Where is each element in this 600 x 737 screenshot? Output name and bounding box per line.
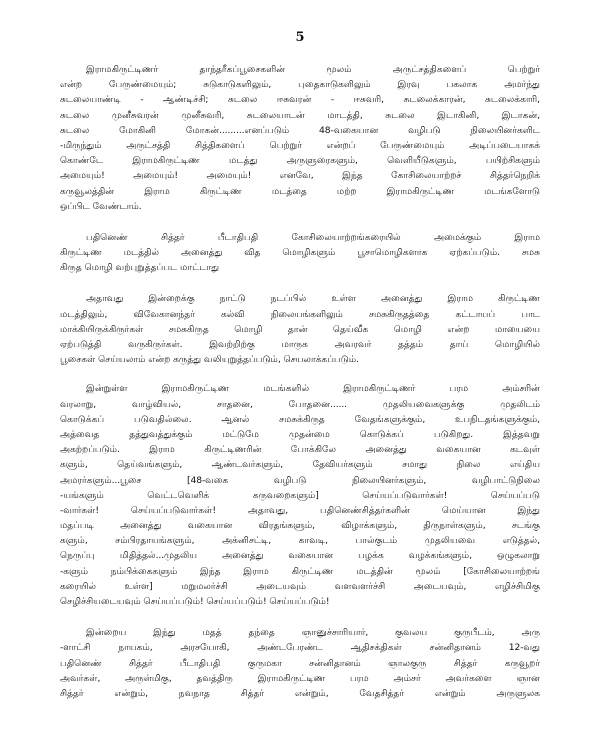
text-line: -யங்களும் வெட்டவெளிக் கருவறைகளும்] செய்யப்படுவார்கள்! செய்யப்படு (60, 489, 540, 501)
text-line: கிருத மொழி வற்புறுத்தப்பட மாட்டாது (60, 262, 220, 274)
text-line: -களும் நம்பிக்கைகளும் இந்த இராம கிருட்டிண மடத்தின் மூலம் [கோசிலையாற்றங் (60, 565, 540, 577)
text-line: கொடுக்கப் படுவதில்லை. ஆனல் சமசுக்கிருத வேதங்களுக்கும், உபநிடதங்களுக்கும், (60, 413, 540, 425)
text-line: பதினெண் சித்தர் பீடாதிபதி குருமகா சன்னிதானம் ஞாலகுரு சித்தர் கருவூறர் (60, 657, 540, 669)
text-line: வரலாறு, வாழ்வியல், சாதனை, போதனை...... முதலியவைகளுக்கு முதலிடம் (60, 398, 540, 410)
paragraph-2 (60, 230, 540, 276)
text-line: களும், சம்பிரதாயங்களும், அக்னிசட்டி, காவடி, பால்குடம் முதலியவை எடுத்தல், (60, 535, 540, 547)
text-line: கிருட்டிண மடத்தில் அனைத்து வித மொழிகளும் பூசாமொழிகளாக ஏற்கப்படும். சமசு (60, 247, 540, 259)
text-line: ஏற்படுத்தி வருகிருர்கள். இவற்றிற்கு மாருக அவரவர் தத்தம் தாய் மொழியில் (60, 339, 540, 350)
text-line: -வார்கள்! செய்யப்படுவார்கள்! அதாவது, பதினெண்சித்தர்களின் மெய்யான இந்து (60, 504, 540, 516)
text-line: சித்தர் என்றும், நவநாத சித்தர் என்றும், வேதசித்தர் என்றும் அருளுலக (60, 687, 540, 699)
text-line: நெருப்பு மிதித்தல்...முதலிய அனைத்து வகையான பழக்க வழக்கங்களும், ஒழுகலாறு (60, 550, 540, 562)
text-line: களும், தெய்வங்களும், ஆண்டவர்களும், தேவியர்களும் சமாது நிலை எய்திய (60, 459, 540, 471)
text-line: அதாவது இன்றைக்கு நாட்டு நடப்பில் உள்ள அனைத்து இராம கிருட்டிண (86, 293, 540, 305)
paragraph-4 (60, 381, 540, 609)
paragraph-spacer (60, 214, 540, 230)
document-body (60, 62, 540, 701)
text-line: செழிச்சியடையவும் செய்யப்படும்! செய்யப்படும்! செய்யப்படும்! (60, 596, 330, 607)
text-line: அமையும்! அமையும்! அமையும்! எனவே, இந்த கோசிலையாற்றச் சித்தர்நெறிக் (60, 170, 540, 182)
text-line: சுடலை மோகினி மோகன்.........எனப்படும் 48-வகையான வழிபடு நிலையினர்களிட (60, 124, 540, 136)
text-line: என்ற பேருண்மையும்; சுடுகாடுகளிலும், புதைகாடுகளிலும் இரவு பகலாக அமர்ந்து (60, 79, 540, 91)
text-line: மதப்படி அனைத்து வகையான விரதங்களும், விழாக்களும், திருநாள்களும், சடங்கு (60, 520, 540, 532)
text-line: இன்றுள்ள இராமகிருட்டிண மடங்களில் இராமகிருட்டிணர் பரம அம்சரின் (86, 383, 540, 395)
text-line: ஒப்பிட வேண்டாம். (60, 200, 142, 212)
text-line: மாக்கியிருக்கிருர்கள் சமசுகிருத மொழி தான் தெய்வீக மொழி என்ற மாயையை (60, 323, 540, 335)
text-line: பூசைகள் செய்யலாம் என்ற கருத்து வலியுறுத்தப்படும், செயலாக்கப்படும். (60, 354, 359, 366)
text-line: அகற்றப்படும். இராம கிருட்டிணரின் போக்கிலே அனைத்து வகையான கடவுள் (60, 444, 540, 456)
text-line: அத்வைத தத்துவத்துக்கும் மட்டுமே முதன்மை கொடுக்கப் படுகிறது. இத்தவறு (60, 428, 540, 440)
text-line: கொண்டே இராமகிருட்டிண மடத்து அருளுரைகளும், வெளியீடுகளும், பயிற்சிகளும் (60, 155, 540, 167)
text-line: சுடலையாண்டி - ஆண்டிச்சி; சுடலை ஈசுவரன் - ஈசுவரி, சுடலைக்காரன், சுடலைக்காரி, (60, 94, 540, 106)
text-line: இராமகிருட்டிணர் தாந்தரீகப்பூசைகளின் மூலம் அருட்சத்திகளைப் பெற்றுர் (86, 64, 540, 75)
text-line: அவர்கள், அருள்மிகு, தவத்திரு இராமகிருட்டிண பரம அம்சர் அவர்களை ஞான (60, 672, 540, 684)
paragraph-spacer (60, 275, 540, 291)
text-line: மடத்திலும், விவேகானந்தர் கல்வி நிலையங்களிலும் சமசுகிருதத்தை கட்டாயப் பாட (60, 308, 540, 320)
text-line: இன்றைய இந்து மதத் தந்தை ஞானுச்சாரியார், குவலய குருபீடம், அரு (86, 627, 540, 639)
paragraph-spacer (60, 609, 540, 625)
text-line: கருவூலத்தின் இராம கிருட்டிண மடத்தை மற்ற இராமகிருட்டிண மடங்களோடு (60, 185, 540, 197)
text-line: அமரர்களும்...பூசை [48-வகை வழிபடு நிலையினர்களும், வழிபாட்டுநிலை (60, 474, 540, 486)
paragraph-spacer (60, 367, 540, 381)
page-number: 5 (295, 30, 305, 45)
paragraph-5 (60, 625, 540, 701)
text-line: கரையில் உள்ள] மறுமலர்ச்சி அடையவும் வளவளர்ச்சி அடையவும், எழிச்சிமிகு (60, 580, 540, 592)
paragraph-3 (60, 291, 540, 367)
text-line: பதினெண் சித்தர் பீடாதிபதி கோசிலையாற்றங்கரையில் அமைக்கும் இராம (86, 231, 540, 243)
text-line: -மிருந்தும் அருட்சத்தி சித்திகளைப் பெற்றுர் என்றப் பேருண்மையும் அடிப்படையாகக் (60, 139, 540, 151)
paragraph-1 (60, 62, 540, 214)
text-line: -ளாட்சி நாயகம், அரசயோகி, அண்டபேரண்ட ஆதிசக்திகள் சன்னிதானம் 12-வது (60, 642, 540, 654)
text-line: சுடலை முனீசுவரன் முனீசுவரி, சுடலையாடன் மாடத்தி, சுடலை இடாகினி, இடாகன், (60, 109, 540, 121)
